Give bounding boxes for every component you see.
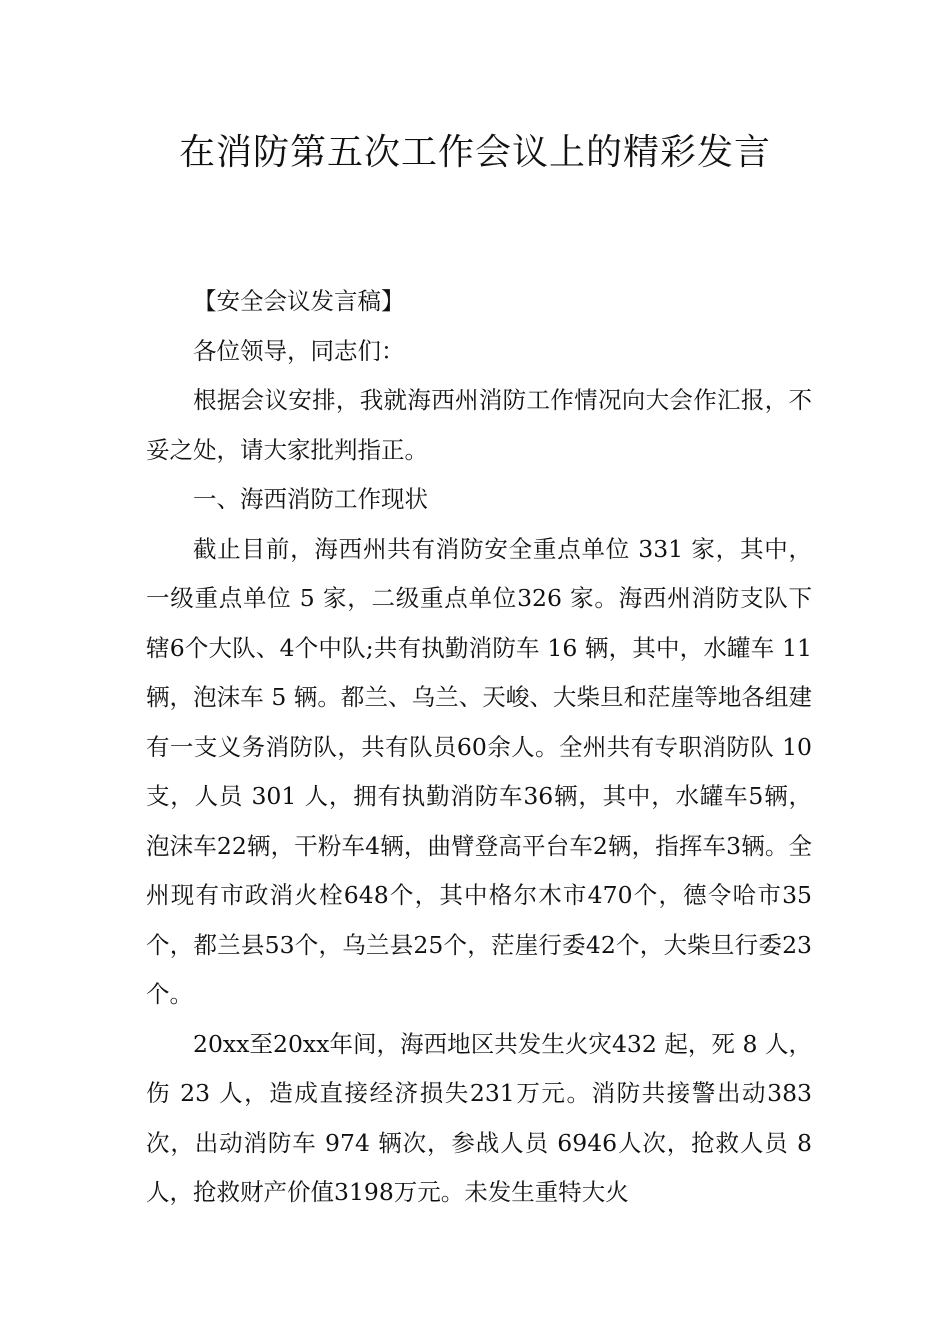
section-heading: 一、海西消防工作现状 [193, 485, 428, 513]
paragraph-statistics: 20xx至20xx年间，海西地区共发生火灾432 起，死 8 人，伤 23 人，造成直接经济损失231万元。消防共接警出动383 次，出动消防车 974 辆次，参战人员 6946人次，抢救人员 8 人，抢救财产价值3198万元。未发生重特大火 [146, 1029, 812, 1206]
paragraph-header: 【安全会议发言稿】 [193, 287, 405, 315]
document-body [146, 277, 812, 1218]
document-title: 在消防第五次工作会议上的精彩发言 [178, 132, 771, 173]
paragraph-salutation: 各位领导，同志们： [193, 336, 405, 365]
paragraph-intro: 根据会议安排，我就海西州消防工作情况向大会作汇报，不妥之处，请大家批判指正。 [146, 386, 812, 464]
paragraph-status: 截止目前，海西州共有消防安全重点单位 331 家，其中，一级重点单位 5 家，二级重点单位326 家。海西州消防支队下辖6个大队、4个中队;共有执勤消防车 16 辆，其中，水罐车 11 辆，泡沫车 5 辆。都兰、乌兰、天峻、大柴旦和茫崖等地各组建有一支义务消防队，共有队员60余人。全州共有专职消防队 10 支，人员 301 人，拥有执勤消防车36辆，其中，水罐车5辆，泡沫车22辆，干粉车4辆，曲臂登高平台车2辆，指挥车3辆。全州现有市政消火栓648个，其中格尔木市470个，德令哈市35个，都兰县53个，乌兰县25个，茫崖行委42个，大柴旦行委23个。 [146, 534, 812, 1008]
